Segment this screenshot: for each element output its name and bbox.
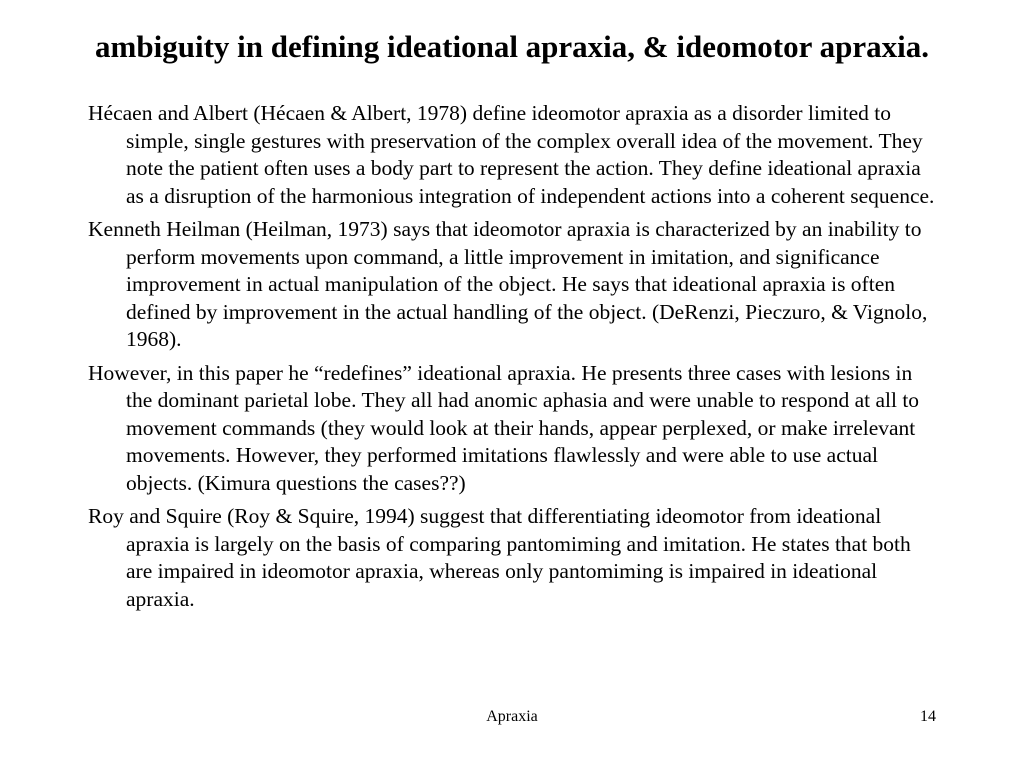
slide-body xyxy=(88,100,938,619)
paragraph-roy-squire: Roy and Squire (Roy & Squire, 1994) suggest that differentiating ideomotor from ideational apraxia is largely on the basis of comparing pantomiming and imitation. He states that both are impaired in ideomotor apraxia, whereas only pantomiming is impaired in ideational apraxia. xyxy=(88,504,911,611)
paragraph-redefines: However, in this paper he “redefines” ideational apraxia. He presents three cases with lesions in the dominant parietal lobe. They all had anomic aphasia and were unable to respond at all to movement commands (they would look at their hands, appear perplexed, or make irrelevant movements. However, they performed imitations flawlessly and were able to use actual objects. (Kimura questions the cases??) xyxy=(88,360,920,495)
paragraph-heilman: Kenneth Heilman (Heilman, 1973) says that ideomotor apraxia is characterized by an inability to perform movements upon command, a little improvement in imitation, and significance improvement in actual manipulation of the object. He says that ideational apraxia is often defined by improvement in the actual handling of the object. (DeRenzi, Pieczuro, & Vignolo, 1968). xyxy=(88,217,928,351)
paragraph-hecaen-albert: Hécaen and Albert (Hécaen & Albert, 1978) define ideomotor apraxia as a disorder limited to simple, single gestures with preservation of the complex overall idea of the movement. They note the patient often uses a body part to represent the action. They define ideational apraxia as a disruption of the harmonious integration of independent actions into a coherent sequence. xyxy=(88,101,935,208)
footer-title: Apraxia xyxy=(486,708,538,725)
slide-title: ambiguity in defining ideational apraxia, & ideomotor apraxia. xyxy=(95,29,929,64)
page-number: 14 xyxy=(920,708,936,725)
